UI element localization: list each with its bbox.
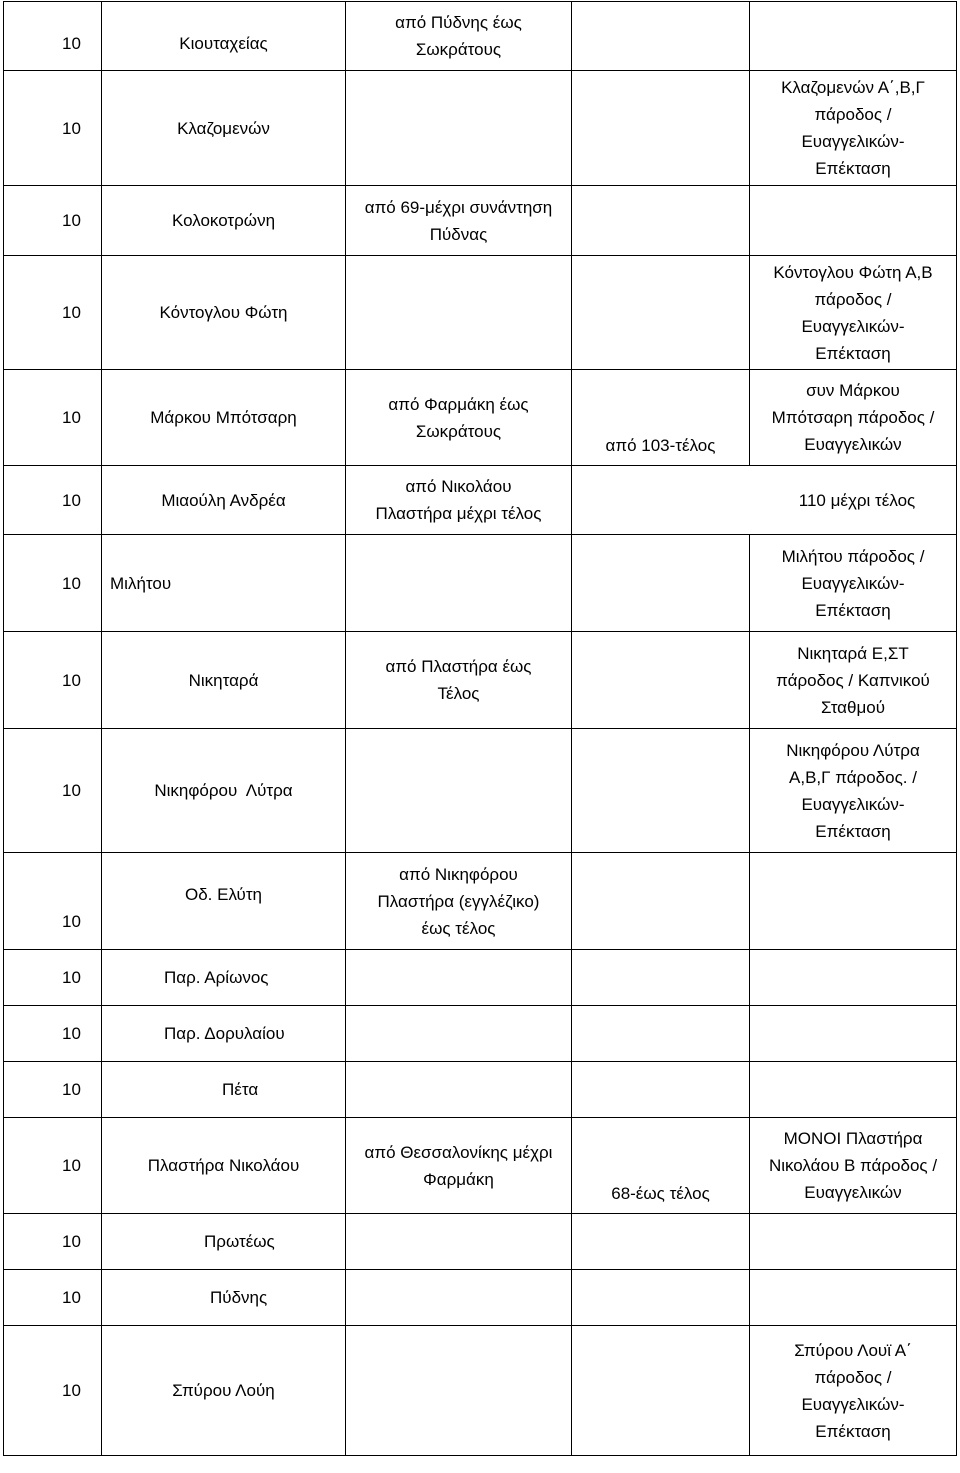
- table-row: [4, 370, 957, 466]
- zone-number: 10: [4, 1006, 102, 1062]
- note-text: Νικηταρά Ε,ΣΤ πάροδος / Καπνικού Σταθμού: [750, 632, 957, 729]
- range-text: [346, 1062, 572, 1118]
- extra-text: [572, 1270, 750, 1326]
- extra-text: [572, 535, 750, 632]
- note-text: [750, 1006, 957, 1062]
- table-row: [4, 186, 957, 256]
- street-table: [3, 1, 957, 1456]
- range-text: από Πύδνης έως Σωκράτους: [346, 2, 572, 71]
- zone-number: 10: [4, 1062, 102, 1118]
- street-name: Κόντογλου Φώτη: [102, 256, 346, 370]
- note-text: [750, 1270, 957, 1326]
- note-text: [750, 1214, 957, 1270]
- zone-number: 10: [4, 256, 102, 370]
- street-name: Πλαστήρα Νικολάου: [102, 1118, 346, 1214]
- table-row: [4, 632, 957, 729]
- zone-number: 10: [4, 1118, 102, 1214]
- zone-number: 10: [4, 853, 102, 950]
- note-text: Νικηφόρου Λύτρα Α,Β,Γ πάροδος. / Ευαγγελικών- Επέκταση: [750, 729, 957, 853]
- note-text: [750, 950, 957, 1006]
- zone-number: 10: [4, 466, 102, 535]
- zone-number: 10: [4, 1214, 102, 1270]
- street-name: Μιλήτου: [102, 535, 346, 632]
- zone-number: 10: [4, 71, 102, 186]
- street-name: Πέτα: [102, 1062, 346, 1118]
- note-text: [750, 186, 957, 256]
- table-row: [4, 1118, 957, 1214]
- zone-number: 10: [4, 632, 102, 729]
- table-row: [4, 950, 957, 1006]
- extra-text: [572, 1062, 750, 1118]
- table-row: [4, 71, 957, 186]
- note-text: [750, 1062, 957, 1118]
- table-row: [4, 729, 957, 853]
- extra-text: [572, 950, 750, 1006]
- zone-number: 10: [4, 370, 102, 466]
- range-text: από Νικηφόρου Πλαστήρα (εγγλέζικο) έως τέλος: [346, 853, 572, 950]
- street-table-container: [3, 1, 956, 1456]
- range-text: [346, 729, 572, 853]
- street-name: Μιαούλη Ανδρέα: [102, 466, 346, 535]
- table-row: [4, 466, 957, 535]
- extra-text: [572, 632, 750, 729]
- street-name: Νικηταρά: [102, 632, 346, 729]
- note-text: Κλαζομενών Α΄,Β,Γ πάροδος / Ευαγγελικών- Επέκταση: [750, 71, 957, 186]
- table-row: [4, 2, 957, 71]
- street-name: Κλαζομενών: [102, 71, 346, 186]
- table-row: [4, 1270, 957, 1326]
- extra-text: [572, 853, 750, 950]
- range-text: από Νικολάου Πλαστήρα μέχρι τέλος: [346, 466, 572, 535]
- street-name: Οδ. Ελύτη: [102, 853, 346, 950]
- street-name: Παρ. Δορυλαίου: [102, 1006, 346, 1062]
- extra-text: [572, 1326, 750, 1456]
- zone-number: 10: [4, 2, 102, 71]
- extra-text: [572, 186, 750, 256]
- range-text: [346, 950, 572, 1006]
- table-row: [4, 256, 957, 370]
- range-text: από Φαρμάκη έως Σωκράτους: [346, 370, 572, 466]
- table-row: [4, 1214, 957, 1270]
- extra-text: [572, 729, 750, 853]
- range-text: [346, 71, 572, 186]
- extra-text: [572, 71, 750, 186]
- range-text: [346, 1214, 572, 1270]
- street-name: Πρωτέως: [102, 1214, 346, 1270]
- range-text: από Θεσσαλονίκης μέχρι Φαρμάκη: [346, 1118, 572, 1214]
- street-name: Παρ. Αρίωνος: [102, 950, 346, 1006]
- street-name: Κιουταχείας: [102, 2, 346, 71]
- zone-number: 10: [4, 729, 102, 853]
- table-row: [4, 1326, 957, 1456]
- table-row: [4, 535, 957, 632]
- range-text: από 69-μέχρι συνάντηση Πύδνας: [346, 186, 572, 256]
- street-name: Νικηφόρου Λύτρα: [102, 729, 346, 853]
- extra-text: [572, 256, 750, 370]
- extra-text: 68-έως τέλος: [572, 1118, 750, 1214]
- street-name: Πύδνης: [102, 1270, 346, 1326]
- range-text: [346, 1326, 572, 1456]
- note-text: Μιλήτου πάροδος / Ευαγγελικών- Επέκταση: [750, 535, 957, 632]
- range-text: [346, 256, 572, 370]
- extra-text: [572, 1006, 750, 1062]
- table-row: [4, 1006, 957, 1062]
- extra-text: [572, 1214, 750, 1270]
- range-text: από Πλαστήρα έως Τέλος: [346, 632, 572, 729]
- note-text: [750, 2, 957, 71]
- extra-text: από 103-τέλος: [572, 370, 750, 466]
- range-text: [346, 535, 572, 632]
- range-text: [346, 1270, 572, 1326]
- table-row: [4, 853, 957, 950]
- street-name: Μάρκου Μπότσαρη: [102, 370, 346, 466]
- note-text: Σπύρου Λουϊ Α΄ πάροδος / Ευαγγελικών- Επέκταση: [750, 1326, 957, 1456]
- street-name: Κολοκοτρώνη: [102, 186, 346, 256]
- range-text: [346, 1006, 572, 1062]
- street-name: Σπύρου Λούη: [102, 1326, 346, 1456]
- extra-text: [572, 2, 750, 71]
- zone-number: 10: [4, 535, 102, 632]
- zone-number: 10: [4, 1270, 102, 1326]
- zone-number: 10: [4, 1326, 102, 1456]
- note-text: [750, 853, 957, 950]
- zone-number: 10: [4, 186, 102, 256]
- table-row: [4, 1062, 957, 1118]
- note-text: συν Μάρκου Μπότσαρη πάροδος / Ευαγγελικών: [750, 370, 957, 466]
- note-text: 110 μέχρι τέλος: [572, 466, 957, 535]
- zone-number: 10: [4, 950, 102, 1006]
- note-text: ΜΟΝΟΙ Πλαστήρα Νικολάου Β πάροδος / Ευαγγελικών: [750, 1118, 957, 1214]
- note-text: Κόντογλου Φώτη Α,Β πάροδος / Ευαγγελικών- Επέκταση: [750, 256, 957, 370]
